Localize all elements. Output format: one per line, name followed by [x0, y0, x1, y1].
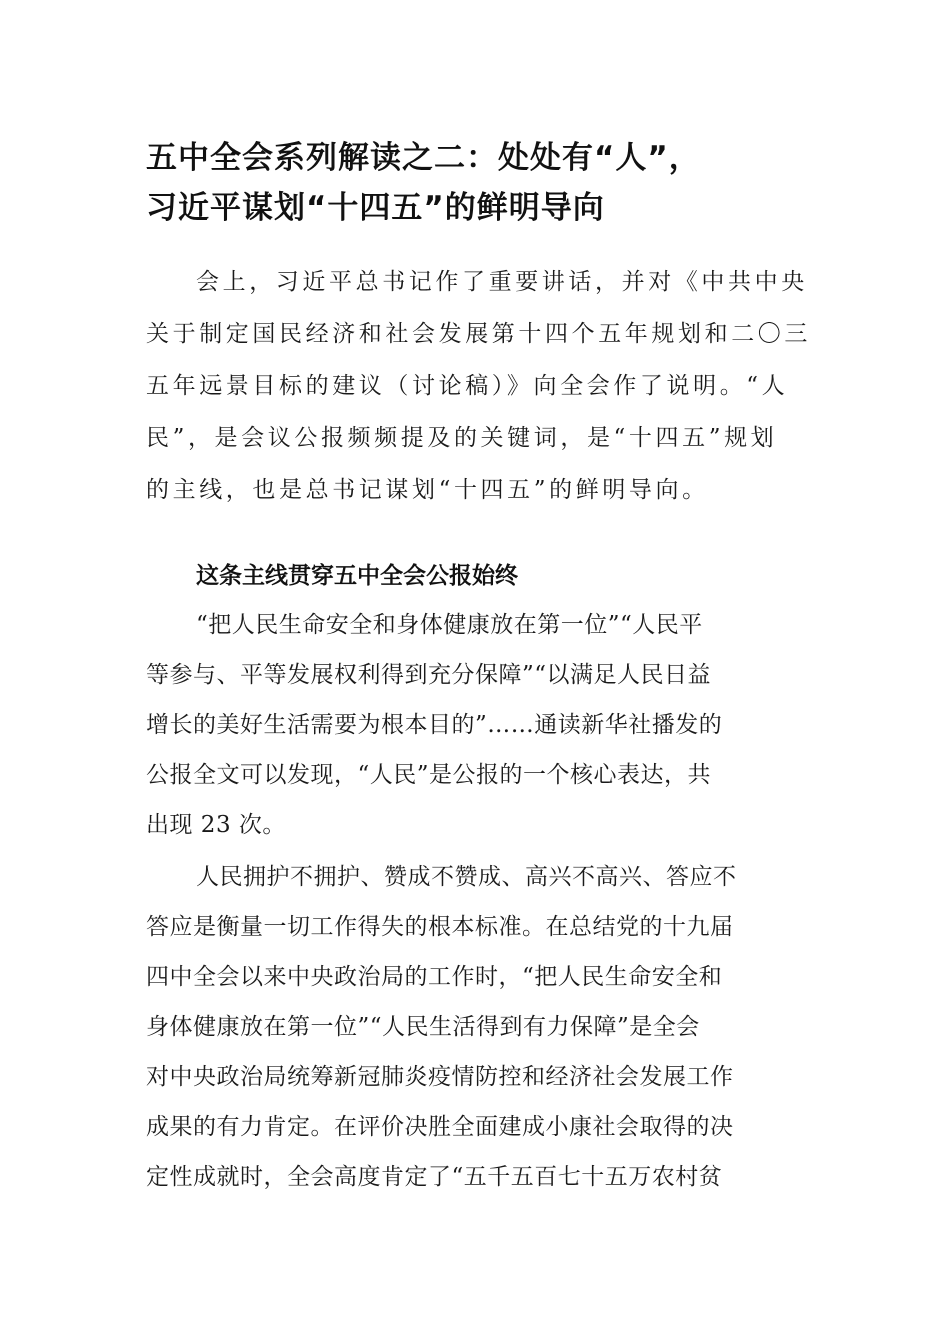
text-line: 民”，是会议公报频频提及的关键词，是“十四五”规划: [146, 425, 778, 451]
title-line: 习近平谋划“十四五”的鲜明导向: [146, 190, 605, 226]
text-line: 的主线，也是总书记谋划“十四五”的鲜明导向。: [146, 477, 709, 503]
text-line: “把人民生命安全和身体健康放在第一位”“人民平: [196, 612, 703, 638]
text-line: 五年远景目标的建议（讨论稿）》向全会作了说明。“人: [146, 373, 789, 399]
text-line: 对中央政治局统筹新冠肺炎疫情防控和经济社会发展工作: [146, 1064, 734, 1090]
article-title: [146, 133, 816, 233]
text-line: 会上，习近平总书记作了重要讲话，并对《中共中央: [196, 269, 808, 295]
text-line: 成果的有力肯定。在评价决胜全面建成小康社会取得的决: [146, 1114, 734, 1140]
text-line: 等参与、平等发展权利得到充分保障”“以满足人民日益: [146, 662, 712, 688]
intro-paragraph: [146, 256, 811, 516]
text-line: 公报全文可以发现，“人民”是公报的一个核心表达，共: [146, 762, 712, 788]
text-line: 关于制定国民经济和社会发展第十四个五年规划和二〇三: [146, 321, 811, 347]
text-line: 出现 23 次。: [146, 812, 286, 838]
text-line: 答应是衡量一切工作得失的根本标准。在总结党的十九届: [146, 914, 734, 940]
text-line: 身体健康放在第一位”“人民生活得到有力保障”是全会: [146, 1014, 700, 1040]
section-subheading: 这条主线贯穿五中全会公报始终: [196, 563, 518, 589]
text-line: 人民拥护不拥护、赞成不赞成、高兴不高兴、答应不: [196, 864, 737, 890]
text-line: 四中全会以来中央政治局的工作时，“把人民生命安全和: [146, 964, 723, 990]
body-paragraph-1: [146, 600, 804, 850]
text-line: 定性成就时，全会高度肯定了“五千五百七十五万农村贫: [146, 1164, 723, 1190]
body-paragraph-2: [146, 852, 804, 1202]
title-line: 五中全会系列解读之二：处处有“人”，: [146, 140, 701, 176]
text-line: 增长的美好生活需要为根本目的”……通读新华社播发的: [146, 712, 723, 738]
